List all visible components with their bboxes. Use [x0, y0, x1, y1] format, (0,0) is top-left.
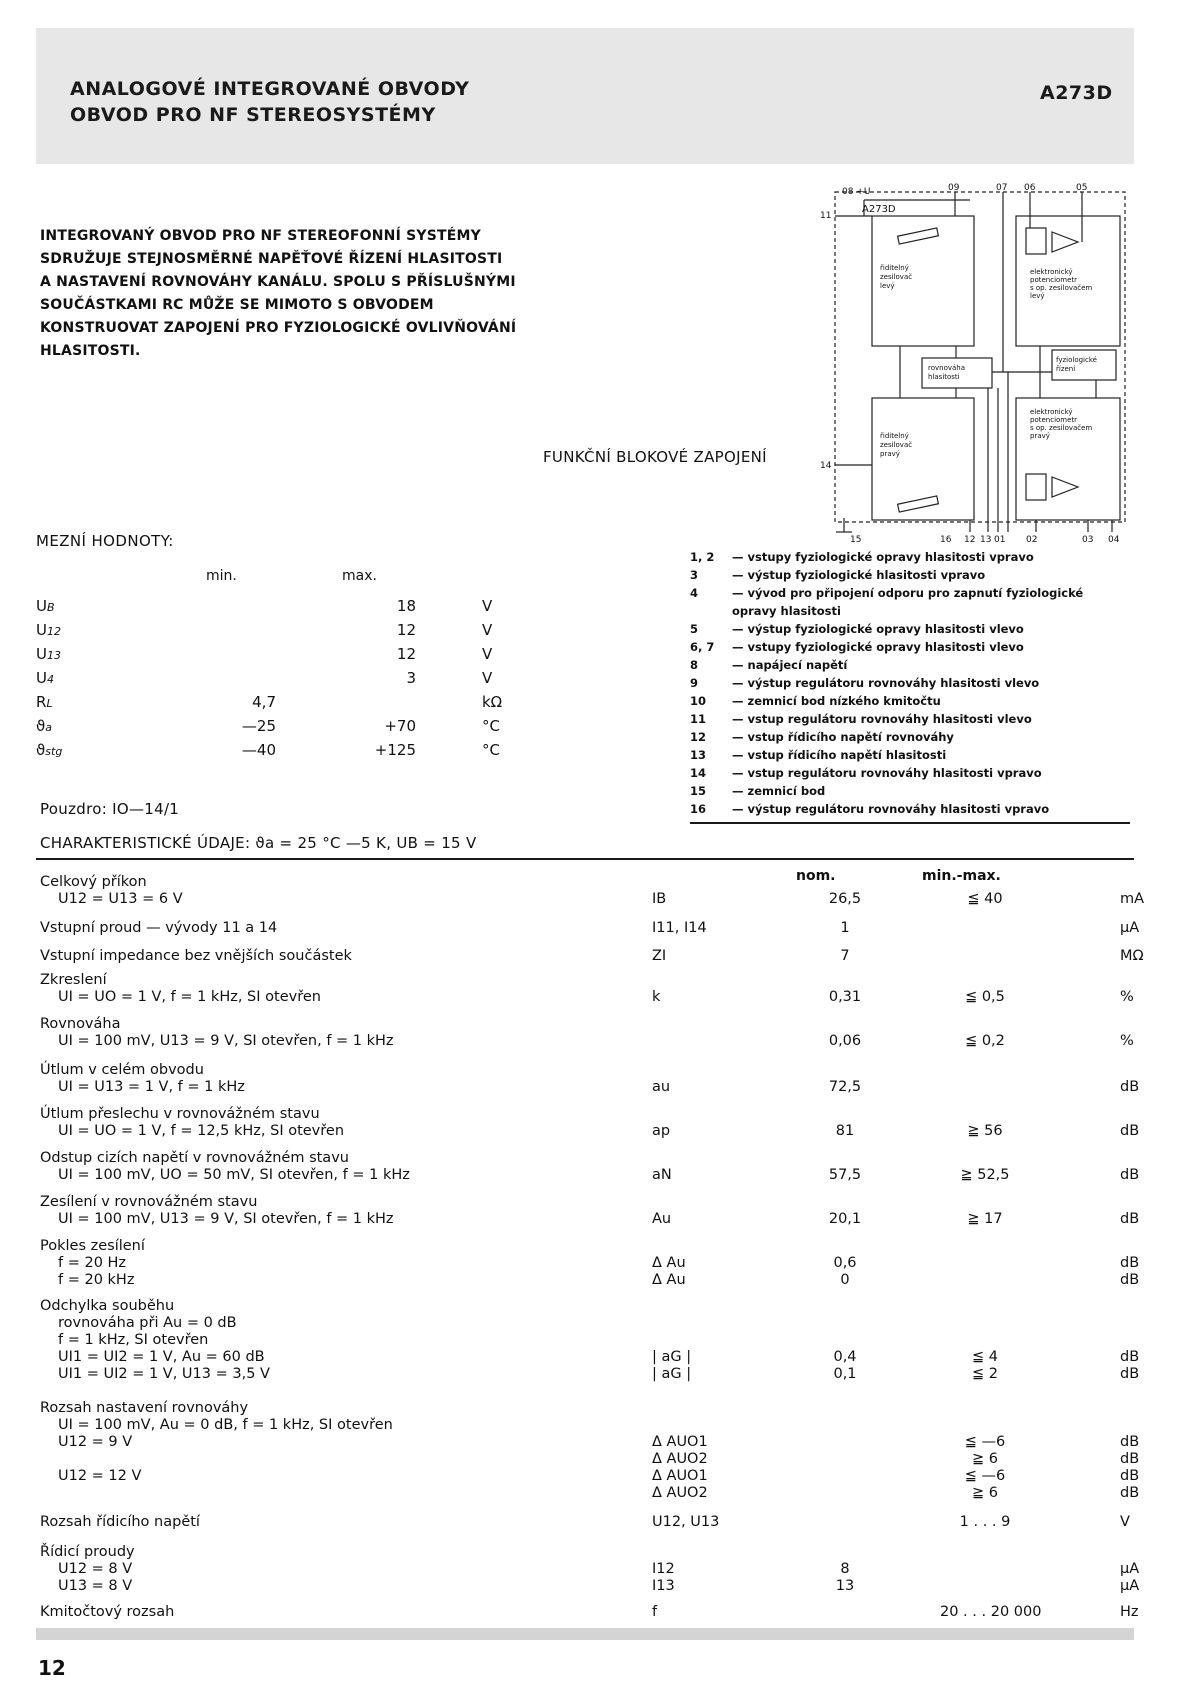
diagram-block-text: hlasitosti: [928, 373, 960, 381]
limit-symbol: [36, 693, 53, 711]
characteristic-unit: dB: [1120, 1079, 1140, 1095]
diagram-pin: 16: [940, 535, 952, 542]
characteristic-symbol: Δ Au: [652, 1255, 686, 1271]
intro-line: INTEGROVANÝ OBVOD PRO NF STEREOFONNÍ SYSTÉMY: [40, 228, 481, 244]
diagram-chip-name: A273D: [862, 204, 896, 215]
pin-row: [690, 548, 1130, 566]
characteristic-condition: U12 = 12 V: [58, 1468, 142, 1484]
characteristic-condition: UI = 100 mV, U13 = 9 V, SI otevřen, f = 1 kHz: [58, 1033, 394, 1049]
footer-band: [36, 1628, 1134, 1640]
characteristic-symbol: U12, U13: [652, 1514, 720, 1530]
divider: [690, 822, 1130, 824]
limit-symbol: [36, 717, 52, 735]
limit-row: [36, 741, 556, 763]
characteristic-minmax: ≧ 17: [967, 1211, 1003, 1227]
characteristic-nominal: 13: [835, 1578, 855, 1594]
diagram-block-text: elektronický: [1030, 268, 1073, 276]
limit-max: 3: [406, 669, 416, 687]
block-diagram: [820, 182, 1130, 542]
characteristic-unit: μA: [1120, 1561, 1140, 1577]
characteristic-symbol: au: [652, 1079, 671, 1095]
pin-row: [690, 584, 1130, 620]
limit-unit: V: [482, 597, 493, 615]
characteristic-label: Zkreslení: [40, 972, 107, 988]
characteristic-symbol: ZI: [652, 948, 667, 964]
intro-line: SDRUŽUJE STEJNOSMĚRNÉ NAPĚŤOVÉ ŘÍZENÍ HLASITOSTI: [40, 251, 503, 267]
column-head-nom: nom.: [796, 868, 836, 884]
diagram-block-text: zesilovač: [880, 273, 913, 281]
characteristic-nominal: 26,5: [828, 891, 862, 907]
characteristic-symbol: Δ AUO2: [652, 1485, 708, 1501]
pin-number: 4: [690, 586, 699, 600]
pin-description: — výstup fyziologické hlasitosti vpravo: [732, 568, 986, 582]
characteristic-nominal: 1: [840, 920, 850, 936]
characteristic-minmax: ≦ 0,2: [965, 1033, 1005, 1049]
characteristic-label: Celkový příkon: [40, 874, 147, 890]
limit-unit: °C: [482, 741, 500, 759]
characteristic-row: [40, 1604, 1139, 1621]
characteristic-minmax: ≦ —6: [964, 1468, 1006, 1484]
pin-row: [690, 782, 1130, 800]
characteristic-label: Vstupní proud — vývody 11 a 14: [40, 920, 278, 936]
characteristic-label: Rovnováha: [40, 1016, 121, 1032]
characteristic-nominal: 0,31: [828, 989, 862, 1005]
characteristic-label: Zesílení v rovnovážném stavu: [40, 1194, 258, 1210]
limit-symbol-sub: 12: [46, 625, 61, 638]
characteristic-symbol: | aG |: [652, 1366, 692, 1382]
intro-line: KONSTRUOVAT ZAPOJENÍ PRO FYZIOLOGICKÉ OVLIVŇOVÁNÍ: [40, 320, 517, 336]
characteristic-row: [40, 874, 1145, 908]
diagram-pin: 11: [820, 211, 832, 221]
package-value: IO—14/1: [112, 800, 180, 818]
characteristic-unit: Hz: [1120, 1604, 1139, 1620]
characteristics-title: CHARAKTERISTICKÉ ÚDAJE: ϑa = 25 °C —5 K, UB = 15 V: [40, 834, 477, 852]
diagram-block-text: s op. zesilovačem: [1030, 424, 1093, 432]
characteristic-label: Odstup cizích napětí v rovnovážném stavu: [40, 1150, 349, 1166]
diagram-pin: 09: [948, 183, 960, 193]
limit-symbol-main: ϑ: [36, 717, 46, 735]
pin-row: [690, 638, 1130, 656]
characteristic-condition: f = 1 kHz, SI otevřen: [58, 1332, 209, 1348]
limit-unit: V: [482, 669, 493, 687]
diagram-block-text: fyziologické: [1056, 356, 1097, 364]
characteristic-nominal: 57,5: [828, 1167, 862, 1183]
limit-unit: V: [482, 645, 493, 663]
diagram-pin: 15: [850, 535, 862, 542]
pin-row: [690, 710, 1130, 728]
block-amp-right: [872, 398, 974, 520]
pin-number: 6, 7: [690, 640, 715, 654]
characteristic-minmax: ≧ 6: [972, 1451, 998, 1467]
characteristic-row: [40, 1106, 1140, 1140]
characteristic-symbol: IB: [652, 891, 667, 907]
characteristic-unit: dB: [1120, 1468, 1140, 1484]
intro-line: SOUČÁSTKAMI RC MŮŽE SE MIMOTO S OBVODEM: [40, 297, 434, 313]
characteristic-symbol: Δ AUO1: [652, 1468, 708, 1484]
characteristic-condition: UI = 100 mV, UO = 50 mV, SI otevřen, f = 1 kHz: [58, 1167, 410, 1183]
characteristic-unit: dB: [1120, 1123, 1140, 1139]
diagram-caption: FUNKČNÍ BLOKOVÉ ZAPOJENÍ: [543, 448, 767, 466]
characteristic-unit: mA: [1120, 891, 1145, 907]
characteristic-symbol: I11, I14: [652, 920, 707, 936]
limit-row: [36, 645, 556, 667]
diagram-block-text: rovnováha: [928, 364, 966, 372]
limit-symbol-sub: stg: [45, 745, 63, 758]
pin-description: — vstup regulátoru rovnováhy hlasitosti vlevo: [732, 712, 1032, 726]
diagram-block-text: pravý: [1030, 432, 1050, 440]
intro-line: A NASTAVENÍ ROVNOVÁHY KANÁLU. SPOLU S PŘÍSLUŠNÝMI: [40, 274, 516, 290]
limit-symbol-sub: 13: [46, 649, 61, 662]
limit-max: 12: [396, 621, 416, 639]
pin-row: [690, 566, 1130, 584]
characteristic-minmax: ≧ 56: [967, 1123, 1003, 1139]
characteristic-label: Kmitočtový rozsah: [40, 1604, 175, 1620]
characteristic-label: Pokles zesílení: [40, 1238, 145, 1254]
limit-unit: °C: [482, 717, 500, 735]
diagram-block-text: potenciometr: [1030, 276, 1078, 284]
characteristic-row: [40, 1238, 1140, 1289]
characteristic-unit: dB: [1120, 1255, 1140, 1271]
limit-symbol: [36, 597, 55, 615]
characteristic-minmax: ≦ 0,5: [965, 989, 1005, 1005]
characteristic-nominal: 8: [840, 1561, 850, 1577]
characteristic-row: [40, 1062, 1140, 1096]
pin-description: — vývod pro připojení odporu pro zapnutí fyziologické opravy hlasitosti: [732, 586, 1084, 618]
diagram-pin: 14: [820, 461, 832, 471]
pin-row: [690, 692, 1130, 710]
pin-description: — výstup fyziologické opravy hlasitosti vlevo: [732, 622, 1024, 636]
characteristic-unit: %: [1120, 989, 1134, 1005]
limit-symbol: [36, 645, 61, 663]
characteristic-nominal: 72,5: [828, 1079, 862, 1095]
column-head-minmax: min.-max.: [922, 868, 1001, 884]
pin-number: 1, 2: [690, 550, 715, 564]
characteristic-nominal: 0,1: [833, 1366, 857, 1382]
limit-min: 4,7: [252, 693, 276, 711]
pin-number: 14: [690, 766, 707, 780]
diagram-pin: 03: [1082, 535, 1094, 542]
characteristic-symbol: I13: [652, 1578, 675, 1594]
characteristic-minmax: 20 . . . 20 000: [940, 1604, 1042, 1620]
pin-description: — napájecí napětí: [732, 658, 848, 672]
diagram-block-text: řiditelný: [880, 264, 909, 272]
characteristic-unit: dB: [1120, 1167, 1140, 1183]
characteristic-nominal: 0,6: [833, 1255, 857, 1271]
diagram-block-text: levý: [880, 282, 895, 290]
characteristic-condition: UI = UO = 1 V, f = 12,5 kHz, SI otevřen: [58, 1123, 345, 1139]
characteristic-label: Rozsah nastavení rovnováhy: [40, 1400, 249, 1416]
characteristic-minmax: ≧ 52,5: [960, 1167, 1010, 1183]
pin-number: 8: [690, 658, 699, 672]
characteristic-label: Útlum přeslechu v rovnovážném stavu: [40, 1106, 320, 1122]
characteristic-condition: UI = UO = 1 V, f = 1 kHz, SI otevřen: [58, 989, 321, 1005]
divider: [36, 858, 1134, 860]
limit-symbol-main: ϑ: [36, 741, 46, 759]
limit-symbol: [36, 621, 61, 639]
characteristic-unit: %: [1120, 1033, 1134, 1049]
characteristic-condition: UI = U13 = 1 V, f = 1 kHz: [58, 1079, 245, 1095]
diagram-pin: 08 +U: [842, 187, 871, 197]
limit-row: [36, 621, 556, 643]
pin-row: [690, 620, 1130, 638]
characteristic-symbol: Au: [652, 1211, 672, 1227]
characteristic-condition: UI1 = UI2 = 1 V, Au = 60 dB: [58, 1349, 265, 1365]
limit-symbol: [36, 669, 54, 687]
limit-symbol-main: U: [36, 645, 47, 663]
characteristic-unit: MΩ: [1120, 948, 1144, 964]
diagram-block-text: potenciometr: [1030, 416, 1078, 424]
limit-max: +70: [384, 717, 416, 735]
characteristic-unit: dB: [1120, 1272, 1140, 1288]
pin-number: 13: [690, 748, 707, 762]
characteristic-symbol: Δ AUO1: [652, 1434, 708, 1450]
characteristic-label: Útlum v celém obvodu: [40, 1062, 204, 1078]
characteristic-row: [40, 972, 1134, 1006]
characteristic-condition: rovnováha při Au = 0 dB: [58, 1315, 237, 1331]
pin-row: [690, 728, 1130, 746]
characteristic-symbol: Δ AUO2: [652, 1451, 708, 1467]
pin-description: — zemnicí bod nízkého kmitočtu: [732, 694, 941, 708]
pin-description: — výstup regulátoru rovnováhy hlasitosti vlevo: [732, 676, 1040, 690]
pin-number: 16: [690, 802, 707, 816]
pin-number: 15: [690, 784, 707, 798]
characteristic-label: Odchylka souběhu: [40, 1298, 175, 1314]
characteristic-row: [40, 1150, 1140, 1184]
characteristic-row: [40, 1298, 1140, 1383]
diagram-pin: 01: [994, 535, 1006, 542]
package-line: [40, 800, 179, 818]
intro-text: [40, 225, 600, 363]
header-title-line1: ANALOGOVÉ INTEGROVANÉ OBVODY: [70, 78, 470, 100]
characteristic-symbol: Δ Au: [652, 1272, 686, 1288]
limit-symbol-sub: L: [46, 697, 53, 710]
diagram-block-text: elektronický: [1030, 408, 1073, 416]
characteristic-condition: U12 = 8 V: [58, 1561, 133, 1577]
pin-description: — vstupy fyziologické opravy hlasitosti vlevo: [732, 640, 1024, 654]
diagram-pin: 02: [1026, 535, 1038, 542]
characteristic-unit: V: [1120, 1514, 1130, 1530]
characteristic-nominal: 7: [840, 948, 850, 964]
diagram-block-text: řízení: [1056, 365, 1076, 373]
limits-title: MEZNÍ HODNOTY:: [36, 532, 174, 550]
pin-description: — výstup regulátoru rovnováhy hlasitosti vpravo: [732, 802, 1050, 816]
characteristic-minmax: ≦ 2: [972, 1366, 998, 1382]
limit-symbol-main: R: [36, 693, 47, 711]
limit-symbol-sub: a: [45, 721, 53, 734]
characteristic-symbol: k: [652, 989, 661, 1005]
characteristic-row: [40, 1400, 1140, 1502]
characteristic-unit: dB: [1120, 1485, 1140, 1501]
characteristic-nominal: 0,4: [833, 1349, 857, 1365]
limits-head-max: max.: [342, 568, 377, 584]
diagram-pin: 05: [1076, 183, 1088, 193]
diagram-block-text: pravý: [880, 450, 900, 458]
limit-unit: kΩ: [482, 693, 503, 711]
pin-row: [690, 656, 1130, 674]
characteristic-condition: f = 20 kHz: [58, 1272, 135, 1288]
characteristic-condition: U12 = 9 V: [58, 1434, 133, 1450]
pin-number: 11: [690, 712, 707, 726]
limit-row: [36, 717, 556, 739]
page-number: 12: [38, 1656, 66, 1680]
pin-description: — vstup řídicího napětí hlasitosti: [732, 748, 947, 762]
diagram-block-text: levý: [1030, 292, 1045, 300]
intro-line: HLASITOSTI.: [40, 343, 141, 359]
pin-row: [690, 746, 1130, 764]
limits-head-min: min.: [206, 568, 237, 584]
pin-description: — vstup regulátoru rovnováhy hlasitosti vpravo: [732, 766, 1042, 780]
characteristic-nominal: 20,1: [828, 1211, 862, 1227]
limit-max: +125: [374, 741, 416, 759]
characteristic-label: Řídicí proudy: [40, 1544, 135, 1560]
limit-unit: V: [482, 621, 493, 639]
characteristic-condition: UI = 100 mV, U13 = 9 V, SI otevřen, f = 1 kHz: [58, 1211, 394, 1227]
limit-row: [36, 669, 556, 691]
characteristic-row: [40, 948, 1144, 965]
limit-min: —40: [241, 741, 276, 759]
characteristic-minmax: ≧ 6: [972, 1485, 998, 1501]
limit-max: 12: [396, 645, 416, 663]
limit-max: 18: [396, 597, 416, 615]
characteristic-symbol: aN: [652, 1167, 672, 1183]
characteristic-symbol: ap: [652, 1123, 671, 1139]
header-title-line2: OBVOD PRO NF STEREOSYSTÉMY: [70, 104, 436, 126]
characteristic-unit: dB: [1120, 1366, 1140, 1382]
characteristic-row: [40, 1514, 1130, 1531]
pin-number: 10: [690, 694, 707, 708]
characteristic-unit: dB: [1120, 1451, 1140, 1467]
characteristic-row: [40, 1544, 1140, 1595]
limit-symbol-sub: B: [46, 601, 55, 614]
characteristic-row: [40, 1016, 1134, 1050]
characteristic-row: [40, 920, 1140, 937]
pin-row: [690, 800, 1130, 818]
characteristic-minmax: ≦ 40: [967, 891, 1003, 907]
diagram-block-text: s op. zesilovačem: [1030, 284, 1093, 292]
characteristic-unit: dB: [1120, 1434, 1140, 1450]
diagram-pin: 04: [1108, 535, 1120, 542]
characteristic-condition: f = 20 Hz: [58, 1255, 127, 1271]
limit-symbol-main: U: [36, 621, 47, 639]
characteristic-unit: μA: [1120, 920, 1140, 936]
pin-description: — vstup řídicího napětí rovnováhy: [732, 730, 954, 744]
pin-row: [690, 674, 1130, 692]
characteristic-unit: dB: [1120, 1349, 1140, 1365]
characteristic-row: [40, 1194, 1140, 1228]
diagram-block-text: řiditelný: [880, 432, 909, 440]
characteristic-symbol: f: [652, 1604, 658, 1620]
pin-number: 3: [690, 568, 699, 582]
characteristic-unit: μA: [1120, 1578, 1140, 1594]
characteristic-minmax: ≦ 4: [972, 1349, 998, 1365]
diagram-block-text: zesilovač: [880, 441, 913, 449]
characteristic-label: Vstupní impedance bez vnějších součástek: [40, 948, 352, 964]
diagram-pin: 12: [964, 535, 976, 542]
limit-row: [36, 597, 556, 619]
characteristic-minmax: ≦ —6: [964, 1434, 1006, 1450]
characteristic-condition: U13 = 8 V: [58, 1578, 133, 1594]
characteristic-condition: UI = 100 mV, Au = 0 dB, f = 1 kHz, SI otevřen: [58, 1417, 393, 1433]
pin-description: — vstupy fyziologické opravy hlasitosti vpravo: [732, 550, 1034, 564]
characteristic-nominal: 81: [835, 1123, 855, 1139]
limit-row: [36, 693, 556, 715]
limit-symbol-sub: 4: [46, 673, 54, 686]
diagram-pin: 07: [996, 183, 1008, 193]
pin-number: 12: [690, 730, 707, 744]
diagram-pin: 13: [980, 535, 992, 542]
characteristic-symbol: I12: [652, 1561, 675, 1577]
limit-symbol: [36, 741, 62, 759]
pin-row: [690, 764, 1130, 782]
limit-symbol-main: U: [36, 669, 47, 687]
characteristic-unit: dB: [1120, 1211, 1140, 1227]
package-label: Pouzdro:: [40, 800, 108, 818]
characteristic-label: Rozsah řídicího napětí: [40, 1514, 200, 1530]
characteristic-nominal: 0,06: [828, 1033, 862, 1049]
limit-min: —25: [241, 717, 276, 735]
diagram-pin: 06: [1024, 183, 1036, 193]
header-part-code: A273D: [1040, 82, 1113, 104]
pin-number: 5: [690, 622, 699, 636]
characteristic-condition: U12 = U13 = 6 V: [58, 891, 183, 907]
characteristic-symbol: | aG |: [652, 1349, 692, 1365]
limit-symbol-main: U: [36, 597, 47, 615]
pin-description: — zemnicí bod: [732, 784, 826, 798]
pin-number: 9: [690, 676, 699, 690]
characteristic-nominal: 0: [840, 1272, 850, 1288]
block-amp-left: [872, 216, 974, 346]
characteristic-condition: UI1 = UI2 = 1 V, U13 = 3,5 V: [58, 1366, 270, 1382]
pin-description-list: [690, 548, 1130, 818]
characteristic-minmax: 1 . . . 9: [959, 1514, 1011, 1530]
